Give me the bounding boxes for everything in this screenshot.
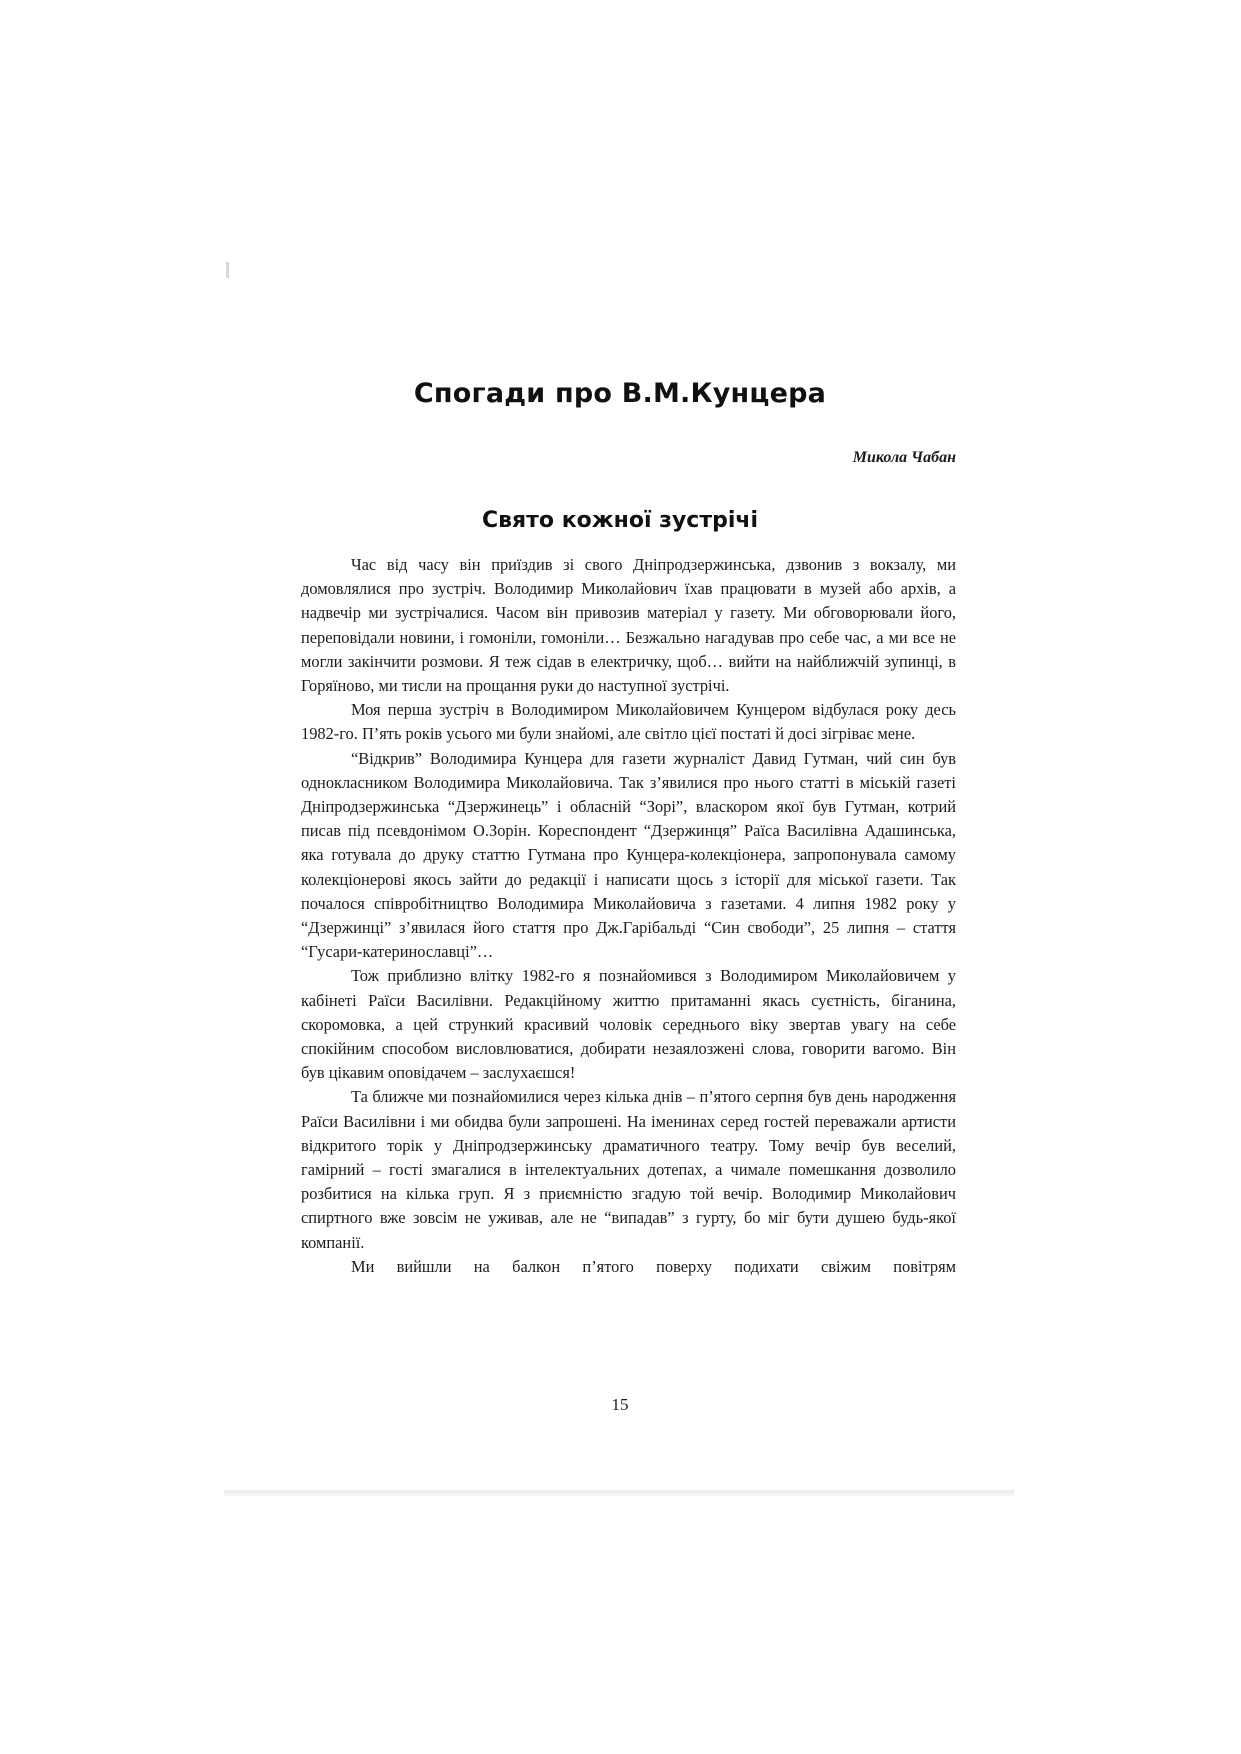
page-number: 15	[611, 1395, 629, 1414]
paragraph: Моя перша зустріч в Володимиром Миколайовичем Кунцером відбулася року десь 1982-го. П’ять років усього ми були знайомі, але світло цієї постаті й досі зігріває мене.	[301, 700, 956, 744]
paragraph: Тож приблизно влітку 1982-го я познайомився з Володимиром Миколайовичем у кабінеті Раїси Василівни. Редакційному життю притаманні якась суєтність, біганина, скоромовка, а цей стрункий красивий чоловік середнього віку звертав увагу на себе спокійним способом висловлюватися, добирати незаялозжені слова, говорити вагомо. Він був цікавим оповідачем – заслухаєшся!	[301, 966, 956, 1083]
paragraph: “Відкрив” Володимира Кунцера для газети журналіст Давид Гутман, чий син був однокласником Володимира Миколайовича. Так з’явилися про нього статті в міській газеті Дніпродзержинська “Дзержинець” і обласній “Зорі”, власкором якої був Гутман, котрий писав під псевдонімом О.Зорін. Кореспондент “Дзержинця” Раїса Василівна Адашинська, яка готувала до друку статтю Гутмана про Кунцера-колекціонера, запропонувала самому колекціонерові якось зайти до редакції і написати щось з історії для міської газети. Так почалося співробітництво Володимира Миколайовича з газетами. 4 липня 1982 року у “Дзержинці” з’явилася його стаття про Дж.Гарібальді “Син свободи”, 25 липня – стаття “Гусари-катеринославці”…	[301, 748, 956, 962]
paragraph: Ми вийшли на балкон п’ятого поверху подихати свіжим повітрям	[351, 1256, 956, 1276]
scan-edge-mark	[226, 262, 229, 278]
author-name: Микола Чабан	[852, 449, 956, 466]
paragraph: Час від часу він приїздив зі свого Дніпродзержинська, дзвонив з вокзалу, ми домовлялися про зустріч. Володимир Миколайович їхав працювати в музей або архів, а надвечір ми зустрічалися. Часом він привозив матеріал у газету. Ми обговорювали його, переповідали новини, і гомоніли, гомоніли… Безжально нагадував про себе час, а ми все не могли закінчити розмови. Я теж сідав в електричку, щоб… вийти на найближчій зупинці, в Горяїново, ми тисли на прощання руки до наступної зустрічі.	[301, 555, 956, 696]
scan-shadow-divider	[224, 1490, 1014, 1496]
article-body	[301, 553, 956, 1279]
section-title: Свято кожної зустрічі	[481, 508, 759, 533]
article-title: Спогади про В.М.Кунцера	[413, 378, 827, 409]
paragraph: Та ближче ми познайомилися через кілька днів – п’ятого серпня був день народження Раїси Василівни і ми обидва були запрошені. На іменинах серед гостей переважали артисти відкритого торік у Дніпродзержинську драматичного театру. Тому вечір був веселий, гамірний – гості змагалися в інтелектуальних дотепах, а чимале помешкання дозволило розбитися на кілька груп. Я з приємністю згадую той вечір. Володимир Миколайович спиртного вже зовсім не уживав, але не “випадав” з гурту, бо міг бути душею будь-якої компанії.	[301, 1087, 956, 1252]
